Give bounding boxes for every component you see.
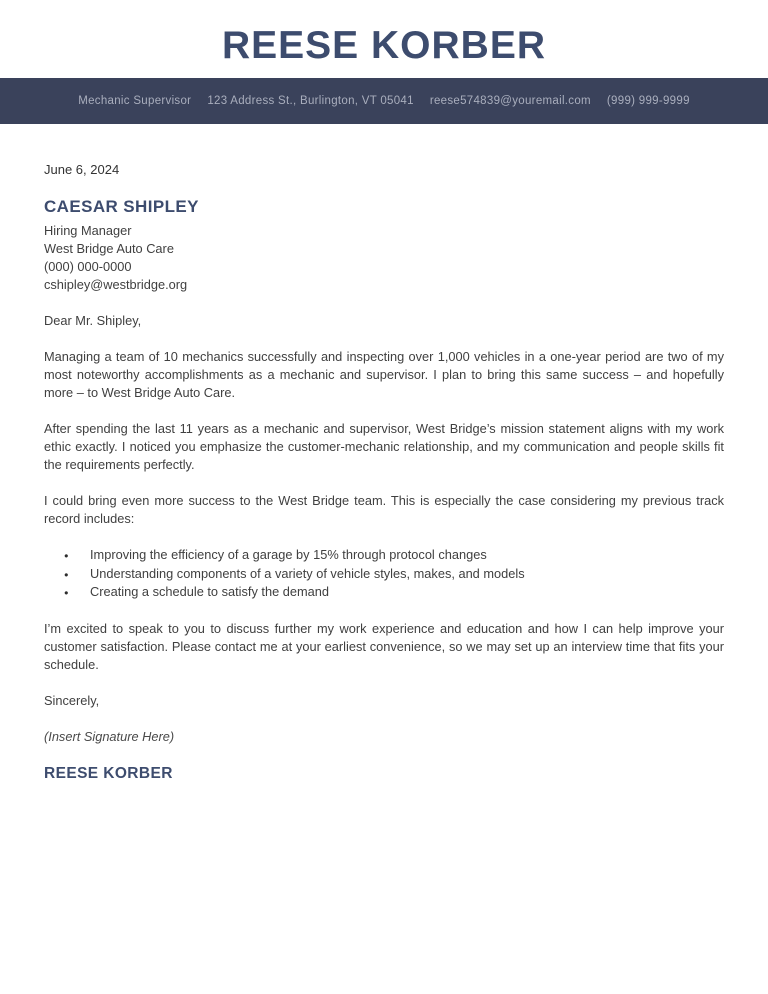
body-paragraph-2: After spending the last 11 years as a mechanic and supervisor, West Bridge’s mission statement aligns with my work ethic exactly. I noticed you emphasize the customer-mechanic relationship, and my communication and people skills fit the requirements perfectly.	[44, 421, 724, 472]
contact-job-title: Mechanic Supervisor	[78, 95, 192, 107]
body-paragraph-3: I could bring even more success to the West Bridge team. This is especially the case considering my previous track record includes:	[44, 493, 724, 526]
salutation: Dear Mr. Shipley,	[44, 313, 142, 328]
recipient-email: cshipley@westbridge.org	[44, 277, 188, 292]
letter-date: June 6, 2024	[44, 162, 120, 177]
recipient-company: West Bridge Auto Care	[44, 241, 174, 256]
applicant-name-heading: REESE KORBER	[221, 24, 547, 67]
contact-email: reese574839@youremail.com	[429, 95, 591, 107]
accomplishments-list	[44, 546, 724, 602]
recipient-phone: (000) 000-0000	[44, 259, 132, 274]
valediction: Sincerely,	[44, 692, 100, 708]
recipient-name: CAESAR SHIPLEY	[44, 197, 199, 216]
contact-address: 123 Address St., Burlington, VT 05041	[207, 95, 414, 107]
body-paragraph-4: I’m excited to speak to you to discuss further my work experience and education and how I can help improve your customer satisfaction. Please contact me at your earliest convenience, so we may set up an interview time that fits your schedule.	[44, 620, 724, 672]
letter-header	[0, 0, 768, 124]
signature-name: REESE KORBER	[44, 764, 173, 782]
body-paragraph-1: Managing a team of 10 mechanics successfully and inspecting over 1,000 vehicles in a one-year period are two of my most noteworthy accomplishments as a mechanic and supervisor. I plan to bring this same success – and hopefully more – to West Bridge Auto Care.	[44, 349, 724, 400]
list-item-vehicle-components: ● Understanding components of a variety of vehicle styles, makes, and models	[44, 565, 724, 584]
list-item-protocol-changes: ● Improving the efficiency of a garage by 15% through protocol changes	[44, 546, 724, 565]
contact-bar	[0, 78, 768, 124]
contact-phone: (999) 999-9999	[606, 95, 690, 107]
list-item-schedule: ● Creating a schedule to satisfy the demand	[44, 583, 724, 602]
recipient-title: Hiring Manager	[44, 223, 132, 238]
signature-placeholder: (Insert Signature Here)	[44, 728, 175, 744]
letter-body	[0, 124, 768, 783]
